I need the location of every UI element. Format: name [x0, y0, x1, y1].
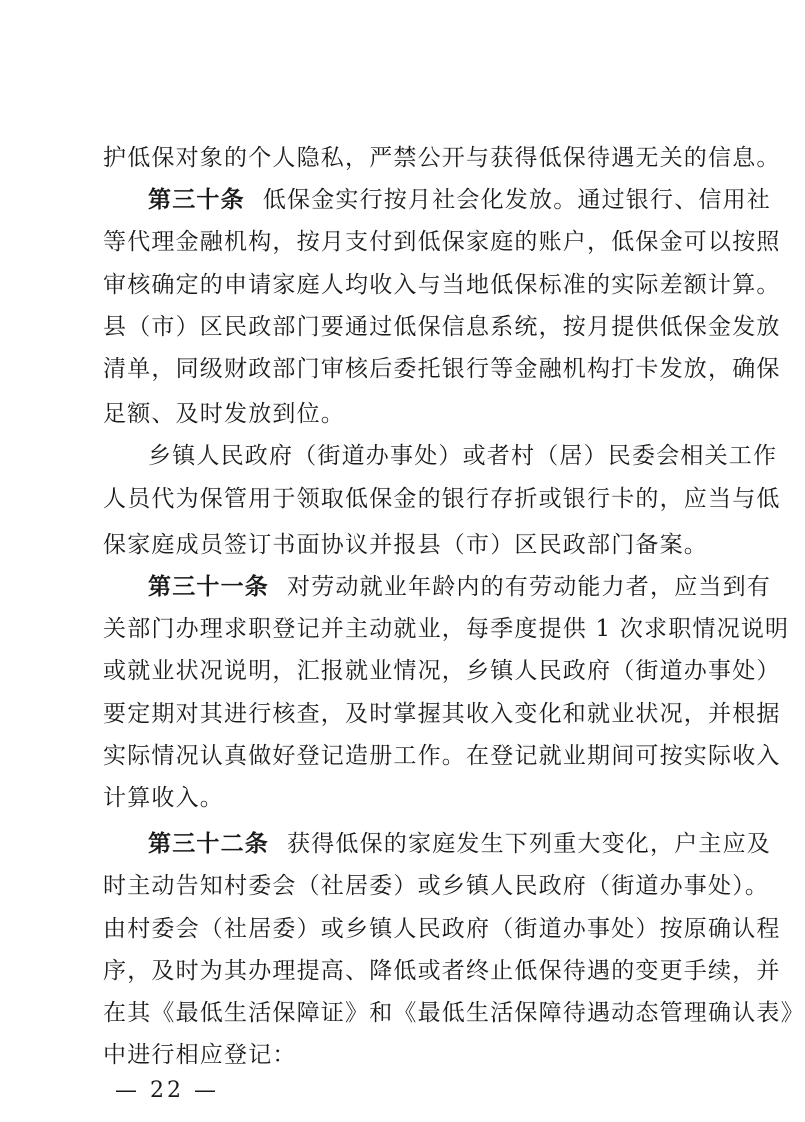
article-32-first-line [148, 824, 771, 864]
line-text: 或就业状况说明，汇报就业情况，乡镇人民政府（街道办事处） [103, 658, 781, 684]
line-text: 人员代为保管用于领取低保金的银行存折或银行卡的，应当与低 [103, 486, 781, 512]
article-heading: 第三十条 [148, 187, 245, 213]
line-text: 要定期对其进行核查，及时掌握其收入变化和就业状况，并根据 [103, 701, 781, 727]
line-text: 中进行相应登记： [103, 1042, 297, 1068]
line-text: 保家庭成员签订书面协议并报县（市）区民政部门备案。 [103, 532, 708, 558]
line-text: 乡镇人民政府（街道办事处）或者村（居）民委会相关工作 [148, 443, 778, 469]
article-31-first-line [148, 567, 771, 607]
line-text: 在其《最低生活保障证》和《最低生活保障待遇动态管理确认表》 [103, 1000, 805, 1026]
text-line [103, 1035, 693, 1075]
line-text: 获得低保的家庭发生下列重大变化，户主应及 [287, 831, 771, 857]
text-line [103, 394, 693, 434]
text-line [103, 651, 781, 691]
text-line [103, 909, 781, 949]
text-line [103, 349, 781, 389]
text-line [103, 694, 781, 734]
text-line [103, 138, 781, 178]
page-number: — 22 — [115, 1078, 219, 1103]
text-line [103, 525, 708, 565]
line-text: 护低保对象的个人隐私，严禁公开与获得低保待遇无关的信息。 [103, 145, 781, 171]
line-text: 由村委会（社居委）或乡镇人民政府（街道办事处）按原确认程 [103, 916, 781, 942]
text-line [103, 609, 790, 649]
line-text: 等代理金融机构，按月支付到低保家庭的账户，低保金可以按照 [103, 229, 781, 255]
line-text: 关部门办理求职登记并主动就业，每季度提供 1 次求职情况说明 [103, 616, 790, 642]
text-line [103, 265, 781, 305]
text-line [148, 436, 778, 476]
article-heading: 第三十二条 [148, 831, 269, 857]
article-30-first-line [148, 180, 772, 220]
text-line [103, 307, 781, 347]
text-line [103, 222, 781, 262]
line-text: 低保金实行按月社会化发放。通过银行、信用社 [262, 187, 772, 213]
line-text: 实际情况认真做好登记造册工作。在登记就业期间可按实际收入 [103, 743, 781, 769]
text-line [103, 778, 693, 818]
line-text: 足额、及时发放到位。 [103, 401, 345, 427]
line-text: 审核确定的申请家庭人均收入与当地低保标准的实际差额计算。 [103, 272, 781, 298]
line-text: 县（市）区民政部门要通过低保信息系统，按月提供低保金发放 [103, 314, 781, 340]
text-line [103, 951, 781, 991]
text-line [103, 736, 781, 776]
text-line [103, 866, 770, 906]
text-line [103, 479, 781, 519]
line-text: 序，及时为其办理提高、降低或者终止低保待遇的变更手续，并 [103, 958, 781, 984]
line-text: 时主动告知村委会（社居委）或乡镇人民政府（街道办事处）。 [103, 873, 770, 899]
line-text: 清单，同级财政部门审核后委托银行等金融机构打卡发放，确保 [103, 356, 781, 382]
text-line [103, 993, 805, 1033]
line-text: 计算收入。 [103, 785, 224, 811]
article-heading: 第三十一条 [148, 574, 269, 600]
line-text: 对劳动就业年龄内的有劳动能力者，应当到有 [287, 574, 771, 600]
